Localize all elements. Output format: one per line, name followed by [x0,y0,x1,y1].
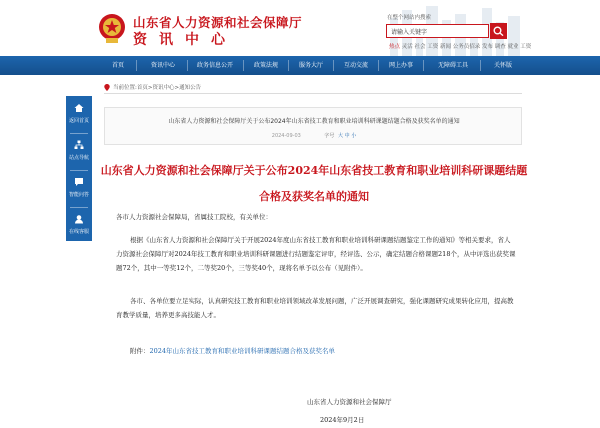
search-icon [493,26,504,36]
home-icon [74,103,84,113]
sitemap-icon [74,140,84,150]
nav-home[interactable]: 首页 [111,62,124,69]
article-meta [105,132,523,139]
location-icon [104,84,110,91]
side-home[interactable] [66,98,92,133]
font-size-options[interactable]: 大 中 小 [338,133,357,139]
breadcrumb-sep: > [174,85,180,91]
nav-service-hall[interactable]: 服务大厅 [298,62,323,69]
hot-search-words [389,42,531,50]
nav-policy[interactable]: 政策法规 [253,62,278,69]
hot-label: 热点 [389,44,401,50]
breadcrumb-prefix: 当前位置: [113,85,137,91]
emblem-icon[interactable] [97,12,127,44]
side-qa[interactable] [66,172,92,207]
breadcrumb-current[interactable]: 通知公告 [179,85,202,91]
search-button[interactable] [490,23,507,39]
nav-elderly-mode[interactable]: 关怀版 [493,62,512,69]
main-nav [0,56,600,75]
nav-accessibility[interactable]: 无障碍工具 [437,62,468,69]
hot-words-list[interactable]: 灵活 社会 工资 新闻 公务员招录 发布 调查 就业 工资 [401,44,532,50]
article-salutation: 各市人力资源社会保障局，省属技工院校，有关单位： [116,213,272,221]
signature-org: 山东省人力资源和社会保障厅 [307,398,392,406]
breadcrumb-sep: > [147,85,153,91]
breadcrumb [104,83,201,91]
site-subtitle: 资讯中心 [133,32,237,48]
site-name: 山东省人力资源和社会保障厅 [133,15,303,30]
qa-icon [74,177,84,187]
article-box-title: 山东省人力资源和社会保障厅关于公布2024年山东省技工教育和职业培训科研课题结题合格及获奖名单的通知 [168,118,460,125]
side-toolbar [66,96,92,241]
nav-news-center[interactable]: 资讯中心 [150,62,175,69]
search-hint: 在整个网站内搜索 [387,15,432,21]
article-paragraph-1: 根据《山东省人力资源和社会保障厅关于开展2024年度山东省技工教育和职业培训科研课题结题鉴定工作的通知》等相关要求，省人力资源社会保障厅对2024年技工教育和职业培训科研课题进行结题鉴定评审，经评选、公示，确定结题合格课题218个，从中评选出获奖课题72个，其中一等奖12个，二等奖20个，三等奖40个，现将名单予以公布（见附件）。 [116,236,516,272]
search-input[interactable] [386,24,489,38]
breadcrumb-divider [104,93,522,94]
nav-interaction[interactable]: 互动交流 [343,62,368,69]
nav-online-service[interactable]: 网上办事 [388,62,413,69]
side-sitemap[interactable] [66,135,92,170]
service-icon [74,214,84,224]
signature-date: 2024年9月2日 [320,416,365,424]
attachment [130,346,335,355]
font-size-label: 字号 [324,133,335,139]
side-qa-label: 智能问答 [68,192,89,198]
side-sitemap-label: 站点导航 [68,155,89,161]
site-header [0,0,600,56]
side-service-label: 在线客服 [68,229,89,235]
article-title: 山东省人力资源和社会保障厅关于公布2024年山东省技工教育和职业培训科研课题结题合格及获奖名单的通知 [100,164,528,203]
side-service[interactable] [66,209,92,244]
article-paragraph-2: 各市、各单位要立足实际，认真研究技工教育和职业培训领域改革发展问题，广泛开展调查研究，强化课题研究成果转化应用，提高教育教学质量，培养更多高技能人才。 [116,297,514,319]
attachment-label: 附件： [130,347,150,355]
breadcrumb-section[interactable]: 资讯中心 [152,85,175,91]
attachment-link[interactable]: 2024年山东省技工教育和职业培训科研课题结题合格及获奖名单 [149,347,336,355]
article-info-box [104,107,522,145]
article-date: 2024-09-03 [271,133,301,139]
breadcrumb-home[interactable]: 首页 [136,85,148,91]
nav-gov-info[interactable]: 政务信息公开 [196,62,233,69]
side-home-label: 返回首页 [68,118,89,124]
